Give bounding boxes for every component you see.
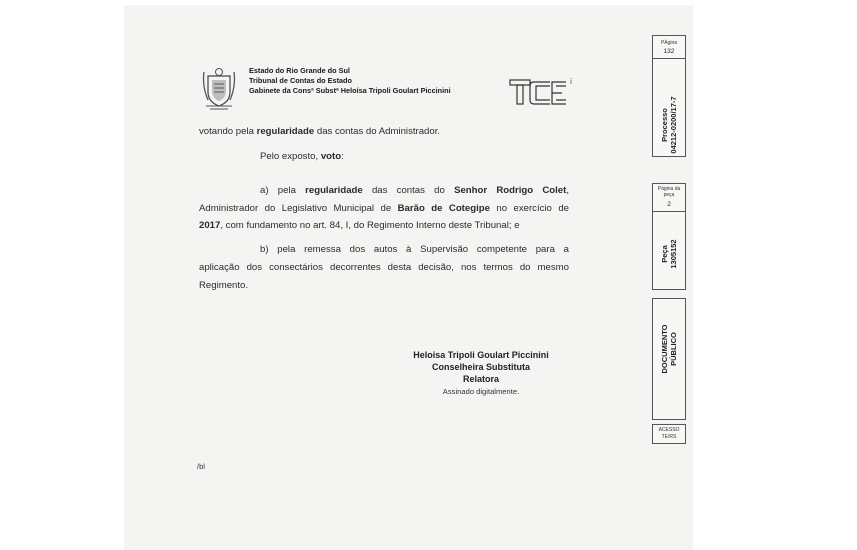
- letterhead: [249, 66, 451, 96]
- item-b-line2: aplicação dos consectários decorrentes desta decisão, nos termos do mesmo: [199, 262, 569, 273]
- process-stamp: [652, 35, 686, 157]
- item-a-line3: 2017, com fundamento no art. 84, I, do Regimento Interno deste Tribunal; e: [199, 220, 520, 231]
- item-b-line3: Regimento.: [199, 280, 249, 291]
- signature-role: Conselheira Substituta: [431, 362, 530, 372]
- piece-text: [660, 204, 678, 304]
- item-a-line1: a) pela regularidade das contas do Senhor Rodrigo Colet,: [260, 185, 569, 196]
- page-label: PÁgina: [660, 40, 678, 46]
- tce-logo-text: TCE: [569, 78, 573, 84]
- piece-page-number: 2: [667, 201, 671, 208]
- letterhead-cabinet: Gabinete da Consª Substª Heloísa Tripoli Goulart Piccinini: [249, 86, 451, 95]
- access-label: ACESSO: [658, 427, 680, 433]
- letterhead-state: Estado do Rio Grande do Sul: [249, 66, 350, 75]
- signature-name: Heloisa Tripoli Goulart Piccinini: [413, 350, 549, 360]
- process-label: Processo: [660, 108, 669, 142]
- signature-function: Relatora: [462, 374, 499, 384]
- letterhead-tribunal: Tribunal de Contas do Estado: [249, 76, 352, 85]
- signature-note: Assinado digitalmente.: [442, 387, 520, 396]
- process-text: [660, 75, 678, 175]
- page-number: 132: [663, 48, 675, 55]
- state-coat-of-arms: [200, 66, 238, 110]
- public-document-text: [660, 299, 678, 399]
- public-document-line2: PÚBLICO: [669, 332, 678, 366]
- access-value: TE/RS: [661, 434, 677, 440]
- item-a-line2: Administrador do Legislativo Municipal de Barão de Cotegipe no exercício de: [199, 203, 569, 214]
- public-document-line1: DOCUMENTO: [660, 324, 669, 374]
- process-number: 04212-0200/17-7: [669, 96, 678, 154]
- paragraph-continuation: votando pela regularidade das contas do Administrador.: [199, 126, 441, 137]
- piece-label: Peça: [660, 245, 669, 263]
- author-initials: /bl: [197, 462, 205, 471]
- tce-logo: [506, 76, 574, 106]
- piece-stamp: [652, 183, 686, 290]
- public-document-stamp: [652, 298, 686, 420]
- piece-page-label: Página da peça: [657, 186, 681, 198]
- piece-number: 1305152: [669, 239, 678, 269]
- item-b-line1: b) pela remessa dos autos à Supervisão competente para a: [260, 244, 569, 255]
- paragraph-vote: Pelo exposto, voto:: [260, 151, 344, 162]
- access-stamp: [652, 424, 686, 444]
